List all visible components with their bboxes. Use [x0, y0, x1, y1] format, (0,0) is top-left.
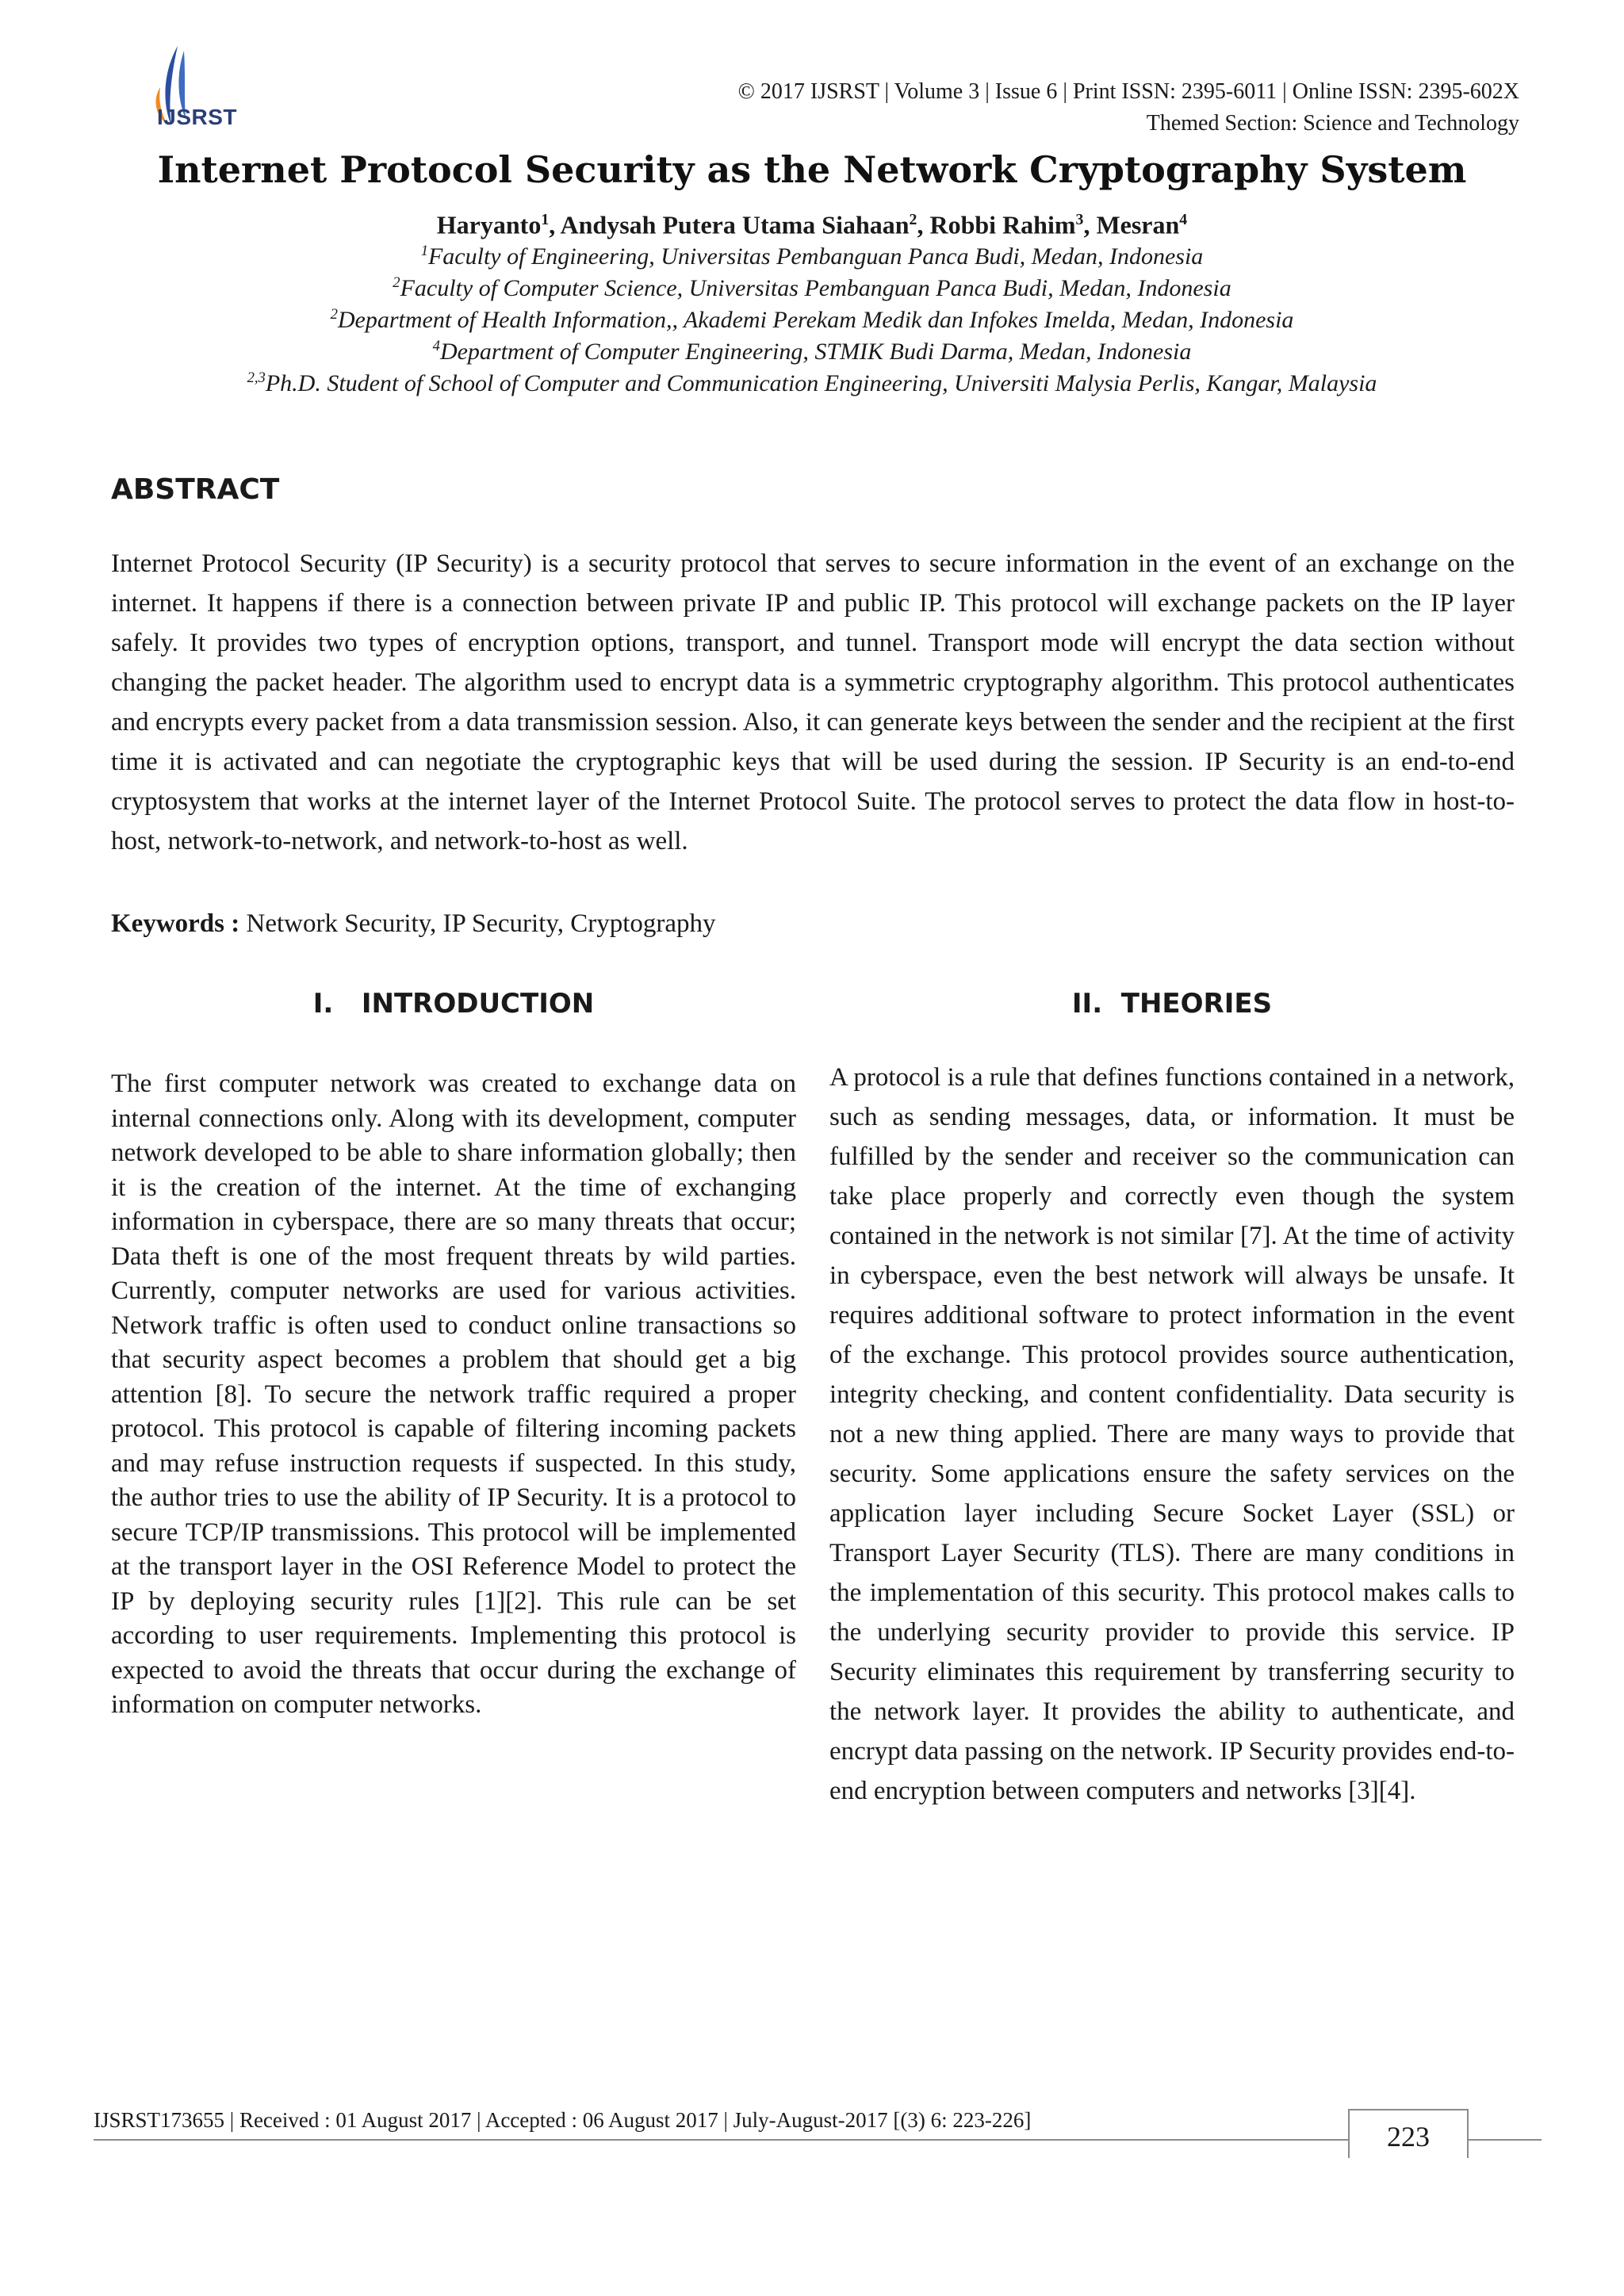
affiliation-text: Department of Computer Engineering, STMIK Budi Darma, Medan, Indonesia	[439, 339, 1192, 365]
section-heading-theories: II. THEORIES	[1071, 988, 1273, 1020]
themed-section: Themed Section: Science and Technology	[1146, 111, 1519, 136]
affiliation-sup: 2	[393, 274, 400, 291]
affiliation-text: Faculty of Engineering, Universitas Pembanguan Panca Budi, Medan, Indonesia	[427, 243, 1204, 270]
keywords	[111, 904, 716, 943]
author-sup: 2	[909, 211, 917, 228]
abstract-heading: ABSTRACT	[111, 473, 280, 506]
page-number: 223	[1348, 2109, 1469, 2158]
affiliation-sup: 2	[330, 306, 338, 323]
section-heading-introduction: I. INTRODUCTION	[312, 988, 595, 1020]
author-sup: 1	[541, 211, 550, 228]
footer-divider	[94, 2139, 1542, 2141]
author-name: Andysah Putera Utama Siahaan	[560, 210, 910, 239]
keywords-label: Keywords :	[111, 909, 240, 938]
author-sup: 4	[1179, 211, 1188, 228]
author-sup: 3	[1075, 211, 1084, 228]
author-name: Haryanto	[436, 210, 542, 239]
journal-logo-text: IJSRST	[157, 105, 238, 129]
keywords-text: Network Security, IP Security, Cryptography	[246, 909, 716, 938]
author-name: Robbi Rahim	[929, 210, 1076, 239]
author-name: Mesran	[1096, 210, 1180, 239]
affiliation-sup: 2,3	[247, 369, 266, 386]
affiliation-text: Faculty of Computer Science, Universitas Pembanguan Panca Budi, Medan, Indonesia	[400, 275, 1231, 301]
affiliation	[0, 362, 1624, 400]
affiliation-text: Department of Health Information,, Akademi Perekam Medik dan Infokes Imelda, Medan, Indonesia	[337, 307, 1294, 333]
paper-title: Internet Protocol Security as the Network Cryptography System	[157, 148, 1467, 191]
theories-body: A protocol is a rule that defines functions contained in a network, such as sending messages, data, or information. It must be fulfilled by the sender and receiver so the communication can take place properly and correctly even though the system contained in the network is not similar [7]. At the time of activity in cyberspace, even the best network will always be unsafe. It requires additional software to protect information in the event of the exchange. This protocol provides source authentication, integrity checking, and content confidentiality. Data security is not a new thing applied. There are many ways to provide that security. Some applications ensure the safety services on the application layer including Secure Socket Layer (SSL) or Transport Layer Security (TLS). There are many conditions in the implementation of this security. This protocol makes calls to the underlying security provider to provide this service. IP Security eliminates this requirement by transferring security to the network layer. It provides the ability to authenticate, and encrypt data passing on the network. IP Security provides end-to-end encryption between computers and networks [3][4].	[829, 1063, 1515, 1805]
affiliation-text: Ph.D. Student of School of Computer and Communication Engineering, Universiti Malysia Perlis, Kangar, Malaysia	[265, 370, 1377, 396]
introduction-body: The first computer network was created to exchange data on internal connections only. Along with its development, computer network developed to be able to share information globally; then it is the creation of the internet. At the time of exchanging information in cyberspace, there are so many threats that occur; Data theft is one of the most frequent threats by wild parties. Currently, computer networks are used for various activities. Network traffic is often used to conduct online transactions so that security aspect becomes a problem that should get a big attention [8]. To secure the network traffic required a proper protocol. This protocol is capable of filtering incoming packets and may refuse instruction requests if suspected. In this study, the author tries to use the ability of IP Security. It is a protocol to secure TCP/IP transmissions. This protocol will be implemented at the transport layer in the OSI Reference Model to protect the IP by deploying security rules [1][2]. This rule can be set according to user requirements. Implementing this protocol is expected to avoid the threats that occur during the exchange of information on computer networks.	[111, 1070, 796, 1719]
affiliation-sup: 1	[420, 243, 428, 259]
journal-header-line: © 2017 IJSRST | Volume 3 | Issue 6 | Print ISSN: 2395-6011 | Online ISSN: 2395-602X	[737, 79, 1519, 104]
abstract-body: Internet Protocol Security (IP Security) is a security protocol that serves to secure information in the event of an exchange on the internet. It happens if there is a connection between private IP and public IP. This protocol will exchange packets on the IP layer safely. It provides two types of encryption options, transport, and tunnel. Transport mode will encrypt the data section without changing the packet header. The algorithm used to encrypt data is a symmetric cryptography algorithm. This protocol authenticates and encrypts every packet from a data transmission session. Also, it can generate keys between the sender and the recipient at the first time it is activated and can negotiate the cryptographic keys that will be used during the session. IP Security is an end-to-end cryptosystem that works at the internet layer of the Internet Protocol Suite. The protocol serves to protect the data flow in host-to-host, network-to-network, and network-to-host as well.	[111, 549, 1515, 855]
affiliation-sup: 4	[432, 338, 440, 354]
footer-citation: IJSRST173655 | Received : 01 August 2017 | Accepted : 06 August 2017 | July-August-2017 [(3) 6: 223-226]	[94, 2108, 1032, 2132]
author-list: Haryanto$^1$, Andysah Putera Utama Siahaan$^2$, Robbi Rahim$^3$, Mesran$^4$	[436, 210, 1188, 239]
